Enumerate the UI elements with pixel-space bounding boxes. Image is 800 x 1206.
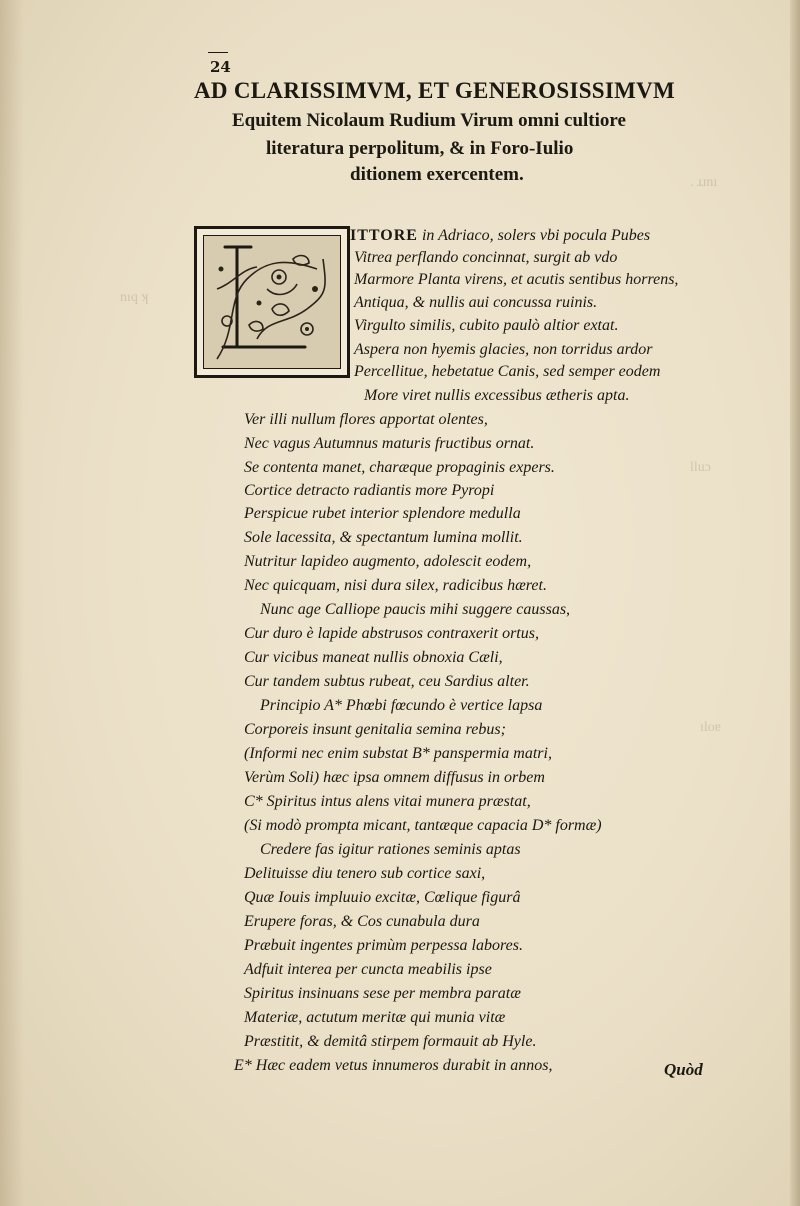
verse-line: Spiritus insinuans sese per membra paratæ <box>244 985 521 1002</box>
catchword: Quòd <box>664 1060 703 1079</box>
verse-line: Perspicue rubet interior splendore medulla <box>244 505 521 522</box>
page-number: 24 <box>210 58 231 76</box>
verse-line: Corporeis insunt genitalia semina rebus; <box>244 721 506 738</box>
bleed-through-text: lluɔ <box>690 460 711 475</box>
verse-line: Materiæ, actutum meritæ qui munia vitæ <box>244 1009 506 1026</box>
verse-line: Nec vagus Autumnus maturis fructibus ornat. <box>244 435 535 452</box>
decorated-initial-letter <box>194 226 350 378</box>
verse-line: Præstitit, & demitâ stirpem formauit ab Hyle. <box>244 1033 537 1050</box>
verse-line: E* Hæc eadem vetus innumeros durabit in annos, <box>234 1057 553 1074</box>
verse-line: C* Spiritus intus alens vitai munera præstat, <box>244 793 531 810</box>
title-heading: AD CLARISSIMVM, ET GENEROSISSIMVM <box>194 78 676 103</box>
verse-line: ITTORE in Adriaco, solers vbi pocula Pubes <box>350 227 651 244</box>
verse-line: Percellitue, hebetatue Canis, sed semper eodem <box>354 363 661 380</box>
verse-line: Præbuit ingentes primùm perpessa labores. <box>244 937 523 954</box>
verse-line: Cur duro è lapide abstrusos contraxerit ortus, <box>244 625 539 642</box>
verse-line: Adfuit interea per cuncta meabilis ipse <box>244 961 492 978</box>
verse-line: Erupere foras, & Cos cunabula dura <box>244 913 480 930</box>
verse-line: (Informi nec enim substat B* panspermia matri, <box>244 745 552 762</box>
verse-line: More viret nullis excessibus ætheris apta. <box>364 387 630 404</box>
verse-line: Vitrea perflando concinnat, surgit ab vdo <box>354 249 618 266</box>
bleed-through-text: ıloɐ <box>700 720 721 735</box>
verse-line: Cortice detracto radiantis more Pyropi <box>244 482 495 499</box>
verse-line: Cur vicibus maneat nullis obnoxia Cæli, <box>244 649 503 666</box>
bleed-through-text: nıq ʞ <box>120 290 149 305</box>
verse-line: Delituisse diu tenero sub cortice saxi, <box>244 865 486 882</box>
verse-line: Sole lacessita, & spectantum lumina mollit. <box>244 529 523 546</box>
verse-line: Marmore Planta virens, et acutis sentibus horrens, <box>354 271 679 288</box>
verse-line: Principio A* Phœbi fœcundo è vertice lapsa <box>260 697 543 714</box>
floral-ornament-icon <box>197 229 347 375</box>
verse-line: Verùm Soli) hæc ipsa omnem diffusus in orbem <box>244 769 545 786</box>
page-edge <box>790 0 800 1206</box>
verse-line: Ver illi nullum flores apportat olentes, <box>244 411 488 428</box>
heading-line-3: literatura perpolitum, & in Foro-Iulio <box>266 138 574 159</box>
verse-line: (Si modò prompta micant, tantæque capacia D* formæ) <box>244 817 602 834</box>
verse-line: Nutritur lapideo augmento, adolescit eodem, <box>244 553 532 570</box>
verse-line: Nec quicquam, nisi dura silex, radicibus hæret. <box>244 577 547 594</box>
verse-line: Cur tandem subtus rubeat, ceu Sardius alter. <box>244 673 530 690</box>
page-gutter-shadow <box>0 0 24 1206</box>
verse-line: Antiqua, & nullis aui concussa ruinis. <box>354 294 598 311</box>
verse-line: Virgulto similis, cubito paulò altior extat. <box>354 317 619 334</box>
bleed-through-text: . ɹɹnı <box>690 175 718 190</box>
verse-line: Quæ Iouis impluuio excitæ, Cœlique figurâ <box>244 889 521 906</box>
verse-line: Credere fas igitur rationes seminis aptas <box>260 841 521 858</box>
verse-line: Nunc age Calliope paucis mihi suggere caussas, <box>260 601 571 618</box>
verse-line: Se contenta manet, charæque propaginis expers. <box>244 459 555 476</box>
verse-line: Aspera non hyemis glacies, non torridus ardor <box>354 341 653 358</box>
heading-line-2: Equitem Nicolaum Rudium Virum omni cultiore <box>232 110 626 131</box>
heading-line-4: ditionem exercentem. <box>350 164 524 185</box>
